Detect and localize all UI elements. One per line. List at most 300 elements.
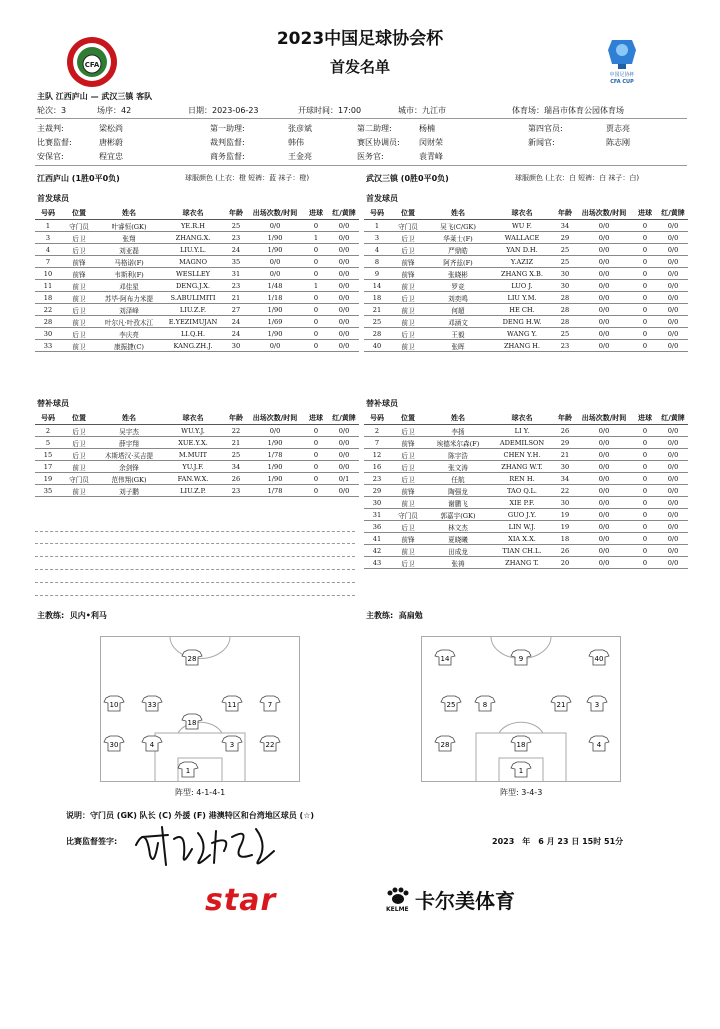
table-row bbox=[35, 449, 359, 461]
table-cell: 0/0 bbox=[576, 509, 632, 521]
table-cell: 21 bbox=[554, 449, 576, 461]
table-cell: 0/0 bbox=[658, 268, 688, 280]
table-cell: 0 bbox=[632, 425, 658, 437]
table-cell: GUO J.Y. bbox=[490, 509, 554, 521]
table-cell: 前锋 bbox=[61, 256, 97, 268]
table-cell: M.MUIT bbox=[161, 449, 225, 461]
round-info: 轮次：3 bbox=[37, 106, 67, 115]
table-cell: 田成龙 bbox=[426, 545, 490, 557]
table-cell: 23 bbox=[225, 280, 247, 292]
venue-info: 体育场：瑞昌市体育公园体育场 bbox=[512, 106, 624, 115]
official-label: 赛区协调员: bbox=[357, 138, 400, 147]
table-cell: 0/0 bbox=[576, 232, 632, 244]
table-cell: 0 bbox=[303, 437, 329, 449]
official-name: 梁松尚 bbox=[99, 124, 123, 133]
player-shirt bbox=[222, 696, 242, 711]
table-row bbox=[35, 473, 359, 485]
column-header: 号码 bbox=[364, 412, 390, 425]
table-cell: 0/0 bbox=[576, 292, 632, 304]
table-cell: MAGNO bbox=[161, 256, 225, 268]
table-row bbox=[364, 268, 688, 280]
table-cell: 0/0 bbox=[329, 425, 359, 437]
player-number: 3 bbox=[594, 701, 600, 709]
table-cell: 1/90 bbox=[247, 304, 303, 316]
table-cell: 36 bbox=[364, 521, 390, 533]
column-header: 红/黄牌 bbox=[329, 207, 359, 220]
supervisor-signature bbox=[128, 815, 298, 879]
table-cell: 0/0 bbox=[329, 268, 359, 280]
table-cell: 0/0 bbox=[576, 425, 632, 437]
table-cell: S.ABULIMITI bbox=[161, 292, 225, 304]
table-cell: WALLACE bbox=[490, 232, 554, 244]
signature-label: 比赛监督签字: bbox=[66, 837, 118, 846]
table-cell: 陈宇浩 bbox=[426, 449, 490, 461]
column-header: 出场次数/时间 bbox=[576, 412, 632, 425]
column-header: 红/黄牌 bbox=[658, 207, 688, 220]
table-row bbox=[35, 244, 359, 256]
table-cell: 3 bbox=[364, 232, 390, 244]
table-cell: 27 bbox=[225, 304, 247, 316]
table-cell: 0/0 bbox=[576, 328, 632, 340]
table-cell: 0/0 bbox=[329, 461, 359, 473]
table-cell: 后卫 bbox=[61, 328, 97, 340]
away-starters-table bbox=[364, 207, 688, 352]
table-row bbox=[364, 521, 688, 533]
player-shirt bbox=[441, 696, 461, 711]
player-number: 4 bbox=[596, 741, 602, 749]
table-cell: 前锋 bbox=[390, 437, 426, 449]
player-number: 7 bbox=[267, 701, 273, 709]
table-cell: 苏毕·阿布力米提 bbox=[97, 292, 161, 304]
table-cell: 前锋 bbox=[390, 268, 426, 280]
table-cell: 0 bbox=[303, 244, 329, 256]
table-cell: 0/0 bbox=[576, 220, 632, 232]
column-header: 进球 bbox=[303, 412, 329, 425]
table-row bbox=[35, 280, 359, 292]
legend-note: 说明：守门员 (GK) 队长 (C) 外援 (F) 港澳特区和台湾地区球员 (☆) bbox=[66, 811, 315, 820]
table-cell: 前卫 bbox=[61, 280, 97, 292]
table-cell: 0/0 bbox=[658, 304, 688, 316]
table-cell: 后卫 bbox=[390, 425, 426, 437]
table-cell: 30 bbox=[225, 340, 247, 352]
table-cell: 0/0 bbox=[247, 256, 303, 268]
table-cell: 后卫 bbox=[390, 292, 426, 304]
table-cell: 0/0 bbox=[658, 449, 688, 461]
table-cell: ADEMILSON bbox=[490, 437, 554, 449]
table-cell: 邓涵文 bbox=[426, 316, 490, 328]
table-cell: 0/0 bbox=[576, 497, 632, 509]
player-shirt bbox=[435, 736, 455, 751]
column-header: 球衣名 bbox=[161, 207, 225, 220]
column-header: 位置 bbox=[61, 412, 97, 425]
table-cell: 0/0 bbox=[576, 304, 632, 316]
table-row bbox=[35, 304, 359, 316]
player-shirt bbox=[142, 696, 162, 711]
table-cell: 0/0 bbox=[576, 268, 632, 280]
table-cell: 0/0 bbox=[658, 220, 688, 232]
table-cell: ZHANG X.B. bbox=[490, 268, 554, 280]
table-row bbox=[35, 292, 359, 304]
player-shirt bbox=[222, 736, 242, 751]
table-cell: 28 bbox=[554, 304, 576, 316]
table-cell: XIE P.F. bbox=[490, 497, 554, 509]
official-label: 裁判监督: bbox=[210, 138, 245, 147]
table-cell: 25 bbox=[554, 256, 576, 268]
table-cell: 0 bbox=[303, 473, 329, 485]
player-number: 28 bbox=[440, 741, 450, 749]
table-cell: 18 bbox=[364, 292, 390, 304]
table-cell: LIU.Z.F. bbox=[161, 304, 225, 316]
table-cell: 23 bbox=[225, 232, 247, 244]
table-row bbox=[35, 340, 359, 352]
table-cell: 0 bbox=[303, 292, 329, 304]
table-cell: DENG H.W. bbox=[490, 316, 554, 328]
player-number: 14 bbox=[440, 655, 450, 663]
table-cell: 29 bbox=[554, 232, 576, 244]
player-number: 11 bbox=[227, 701, 237, 709]
table-cell: 26 bbox=[554, 545, 576, 557]
column-header: 球衣名 bbox=[490, 207, 554, 220]
home-formation-pitch bbox=[100, 636, 300, 782]
official-name: 程宜忠 bbox=[99, 152, 123, 161]
table-cell: 2 bbox=[364, 425, 390, 437]
table-cell: REN H. bbox=[490, 473, 554, 485]
table-cell: 31 bbox=[225, 268, 247, 280]
player-shirt bbox=[104, 736, 124, 751]
table-cell: 0/0 bbox=[658, 497, 688, 509]
table-cell: 0 bbox=[632, 437, 658, 449]
table-cell: 29 bbox=[554, 437, 576, 449]
table-cell: 李扬 bbox=[426, 425, 490, 437]
table-cell: 埃德米尔森(F) bbox=[426, 437, 490, 449]
player-number: 1 bbox=[185, 767, 191, 775]
table-cell: 邓佳星 bbox=[97, 280, 161, 292]
official-name: 王金亮 bbox=[288, 152, 312, 161]
svg-text:中国足协杯: 中国足协杯 bbox=[609, 72, 635, 78]
table-cell: 夏晓曦 bbox=[426, 533, 490, 545]
table-cell: 0/0 bbox=[576, 557, 632, 569]
table-cell: 43 bbox=[364, 557, 390, 569]
table-cell: WU F. bbox=[490, 220, 554, 232]
table-cell: 1/69 bbox=[247, 316, 303, 328]
official-label: 医务官: bbox=[357, 152, 384, 161]
column-header: 年龄 bbox=[225, 207, 247, 220]
table-row bbox=[364, 533, 688, 545]
table-cell: 0/0 bbox=[658, 473, 688, 485]
table-cell: 1/78 bbox=[247, 485, 303, 497]
table-cell: 刘亚磊 bbox=[97, 244, 161, 256]
table-cell: 0/0 bbox=[658, 545, 688, 557]
sign-datetime: 2023 年 6 月 23 日 15时 51分 bbox=[492, 837, 624, 846]
table-cell: 1/90 bbox=[247, 328, 303, 340]
table-row bbox=[35, 425, 359, 437]
table-cell: 24 bbox=[225, 244, 247, 256]
table-cell: 前卫 bbox=[390, 316, 426, 328]
table-cell: 前锋 bbox=[390, 533, 426, 545]
table-cell: 刘奕鸣 bbox=[426, 292, 490, 304]
table-cell: 18 bbox=[554, 533, 576, 545]
column-header: 红/黄牌 bbox=[658, 412, 688, 425]
table-cell: 34 bbox=[225, 461, 247, 473]
table-cell: 28 bbox=[554, 316, 576, 328]
player-shirt bbox=[182, 714, 202, 729]
home-team-name: 江西庐山 (1胜0平0负) bbox=[37, 174, 120, 183]
table-cell: 守门员 bbox=[390, 220, 426, 232]
table-cell: 0 bbox=[632, 232, 658, 244]
table-cell: 0/0 bbox=[576, 256, 632, 268]
table-cell: 华莱士(F) bbox=[426, 232, 490, 244]
table-cell: 25 bbox=[554, 328, 576, 340]
table-cell: 守门员 bbox=[61, 473, 97, 485]
table-cell: 后卫 bbox=[61, 232, 97, 244]
table-cell: 0 bbox=[632, 304, 658, 316]
home-starters-label: 首发球员 bbox=[37, 194, 69, 203]
column-header: 位置 bbox=[390, 412, 426, 425]
table-cell: 前卫 bbox=[61, 485, 97, 497]
table-cell: 7 bbox=[35, 256, 61, 268]
table-cell: 26 bbox=[554, 425, 576, 437]
table-cell: 0 bbox=[632, 545, 658, 557]
table-cell: 28 bbox=[35, 316, 61, 328]
table-cell: 14 bbox=[364, 280, 390, 292]
official-label: 第四官员: bbox=[528, 124, 563, 133]
table-row bbox=[364, 425, 688, 437]
table-row bbox=[364, 280, 688, 292]
table-cell: 35 bbox=[35, 485, 61, 497]
table-cell: 0/0 bbox=[329, 437, 359, 449]
player-number: 3 bbox=[229, 741, 235, 749]
table-cell: 前锋 bbox=[390, 485, 426, 497]
table-cell: 0 bbox=[632, 340, 658, 352]
table-cell: 8 bbox=[364, 256, 390, 268]
table-cell: 0/0 bbox=[329, 316, 359, 328]
teams-line: 主队 江西庐山 — 武汉三镇 客队 bbox=[37, 92, 153, 101]
column-header: 年龄 bbox=[554, 207, 576, 220]
table-row bbox=[35, 220, 359, 232]
table-row bbox=[364, 461, 688, 473]
table-cell: 40 bbox=[364, 340, 390, 352]
table-cell: 刘子鹏 bbox=[97, 485, 161, 497]
official-name: 陈志刚 bbox=[606, 138, 630, 147]
player-shirt bbox=[178, 762, 198, 777]
table-cell: DENG.J.X. bbox=[161, 280, 225, 292]
away-starters-label: 首发球员 bbox=[366, 194, 398, 203]
table-cell: 22 bbox=[225, 425, 247, 437]
table-cell: 前卫 bbox=[61, 461, 97, 473]
table-cell: 0/0 bbox=[658, 316, 688, 328]
official-label: 安保官: bbox=[37, 152, 64, 161]
table-cell: 22 bbox=[35, 304, 61, 316]
table-cell: 0/0 bbox=[329, 244, 359, 256]
away-subs-label: 替补球员 bbox=[366, 399, 398, 408]
table-cell: 0/0 bbox=[576, 437, 632, 449]
table-cell: 0 bbox=[303, 340, 329, 352]
player-shirt bbox=[435, 650, 455, 665]
table-cell: 30 bbox=[554, 461, 576, 473]
table-cell: 1/48 bbox=[247, 280, 303, 292]
table-row bbox=[364, 340, 688, 352]
table-cell: 34 bbox=[554, 473, 576, 485]
table-row bbox=[364, 545, 688, 557]
table-cell: LIN W.J. bbox=[490, 521, 554, 533]
table-cell: 7 bbox=[364, 437, 390, 449]
table-cell: LIU.Y.L. bbox=[161, 244, 225, 256]
table-cell: ZHANG T. bbox=[490, 557, 554, 569]
table-cell: LIU Y.M. bbox=[490, 292, 554, 304]
table-cell: 林文杰 bbox=[426, 521, 490, 533]
table-cell: 0 bbox=[632, 521, 658, 533]
player-number: 18 bbox=[187, 719, 197, 727]
table-cell: 1 bbox=[303, 280, 329, 292]
table-cell: 后卫 bbox=[390, 521, 426, 533]
table-cell: 张晖 bbox=[426, 340, 490, 352]
table-cell: 0/0 bbox=[576, 461, 632, 473]
official-label: 主裁判: bbox=[37, 124, 64, 133]
player-shirt bbox=[551, 696, 571, 711]
table-cell: 17 bbox=[35, 461, 61, 473]
table-row bbox=[35, 437, 359, 449]
table-row bbox=[35, 232, 359, 244]
table-cell: 30 bbox=[554, 280, 576, 292]
table-cell: 31 bbox=[364, 509, 390, 521]
table-cell: 0/0 bbox=[658, 244, 688, 256]
table-cell: 0/0 bbox=[658, 437, 688, 449]
table-cell: 0 bbox=[632, 461, 658, 473]
table-cell: 42 bbox=[364, 545, 390, 557]
svg-text:CFA: CFA bbox=[84, 61, 100, 69]
table-cell: 1/18 bbox=[247, 292, 303, 304]
table-cell: 张文涛 bbox=[426, 461, 490, 473]
official-label: 比赛监督: bbox=[37, 138, 72, 147]
table-cell: 22 bbox=[554, 485, 576, 497]
kelme-brand: 卡尔美体育 bbox=[415, 889, 515, 913]
column-header: 位置 bbox=[390, 207, 426, 220]
table-cell: 后卫 bbox=[390, 232, 426, 244]
table-cell: 1/78 bbox=[247, 449, 303, 461]
table-cell: 26 bbox=[225, 473, 247, 485]
table-cell: 35 bbox=[225, 256, 247, 268]
table-cell: 30 bbox=[364, 497, 390, 509]
official-label: 新闻官: bbox=[528, 138, 555, 147]
table-cell: 后卫 bbox=[61, 449, 97, 461]
table-cell: 25 bbox=[554, 244, 576, 256]
table-cell: YAN D.H. bbox=[490, 244, 554, 256]
away-subs-table bbox=[364, 412, 688, 569]
table-cell: 23 bbox=[225, 485, 247, 497]
table-cell: ZHANG W.T. bbox=[490, 461, 554, 473]
column-header: 进球 bbox=[632, 412, 658, 425]
table-cell: 郭嘉宇(GK) bbox=[426, 509, 490, 521]
table-cell: 后卫 bbox=[390, 461, 426, 473]
table-cell: TAO Q.L. bbox=[490, 485, 554, 497]
table-cell: 0/0 bbox=[329, 485, 359, 497]
table-cell: 薛宇翔 bbox=[97, 437, 161, 449]
column-header: 红/黄牌 bbox=[329, 412, 359, 425]
table-row bbox=[364, 497, 688, 509]
column-header: 号码 bbox=[364, 207, 390, 220]
table-cell: LIU.Z.P. bbox=[161, 485, 225, 497]
table-cell: 1/90 bbox=[247, 244, 303, 256]
table-cell: 前锋 bbox=[390, 256, 426, 268]
column-header: 位置 bbox=[61, 207, 97, 220]
table-cell: 0/0 bbox=[658, 461, 688, 473]
table-cell: 前锋 bbox=[61, 268, 97, 280]
table-cell: 前卫 bbox=[390, 497, 426, 509]
table-cell: 0 bbox=[632, 268, 658, 280]
table-cell: 0 bbox=[632, 509, 658, 521]
table-cell: 0/0 bbox=[329, 256, 359, 268]
column-header: 姓名 bbox=[97, 412, 161, 425]
table-row bbox=[364, 449, 688, 461]
table-cell: 10 bbox=[35, 268, 61, 280]
table-cell: 吴飞(C/GK) bbox=[426, 220, 490, 232]
official-name: 张彦斌 bbox=[288, 124, 312, 133]
player-shirt bbox=[589, 736, 609, 751]
official-name: 唐彬蔚 bbox=[99, 138, 123, 147]
table-cell: 0/1 bbox=[329, 473, 359, 485]
away-kit-colors: 球服颜色 (上衣：白 短裤：白 袜子：白) bbox=[515, 174, 640, 182]
table-cell: 李庆亮 bbox=[97, 328, 161, 340]
table-cell: 21 bbox=[364, 304, 390, 316]
table-cell: 前卫 bbox=[390, 304, 426, 316]
table-cell: 何超 bbox=[426, 304, 490, 316]
table-cell: 0/0 bbox=[658, 328, 688, 340]
table-cell: 24 bbox=[225, 328, 247, 340]
table-cell: 前卫 bbox=[61, 340, 97, 352]
table-cell: 守门员 bbox=[390, 509, 426, 521]
table-cell: 0 bbox=[303, 316, 329, 328]
table-cell: 0/0 bbox=[329, 304, 359, 316]
player-number: 28 bbox=[187, 655, 197, 663]
table-cell: 21 bbox=[225, 292, 247, 304]
table-cell: 18 bbox=[35, 292, 61, 304]
table-cell: 4 bbox=[35, 244, 61, 256]
table-cell: 0/0 bbox=[329, 449, 359, 461]
table-cell: 0 bbox=[632, 497, 658, 509]
player-shirt bbox=[589, 650, 609, 665]
table-row bbox=[364, 316, 688, 328]
table-cell: 0 bbox=[303, 220, 329, 232]
table-cell: 41 bbox=[364, 533, 390, 545]
table-cell: 1/90 bbox=[247, 232, 303, 244]
table-cell: Y.AZIZ bbox=[490, 256, 554, 268]
player-number: 25 bbox=[446, 701, 456, 709]
table-cell: 0/0 bbox=[329, 292, 359, 304]
table-cell: 0/0 bbox=[247, 425, 303, 437]
table-cell: 前卫 bbox=[390, 280, 426, 292]
table-cell: 30 bbox=[554, 497, 576, 509]
table-cell: 后卫 bbox=[390, 244, 426, 256]
column-header: 年龄 bbox=[554, 412, 576, 425]
table-cell: 23 bbox=[364, 473, 390, 485]
table-cell: KANG.ZH.J. bbox=[161, 340, 225, 352]
table-cell: LI.Q.H. bbox=[161, 328, 225, 340]
table-cell: 0/0 bbox=[658, 521, 688, 533]
table-cell: YU.J.F. bbox=[161, 461, 225, 473]
player-shirt bbox=[587, 696, 607, 711]
column-header: 姓名 bbox=[426, 412, 490, 425]
table-cell: WANG Y. bbox=[490, 328, 554, 340]
table-row bbox=[364, 220, 688, 232]
table-cell: 0/0 bbox=[329, 328, 359, 340]
table-cell: 张翔 bbox=[97, 232, 161, 244]
player-number: 1 bbox=[518, 767, 524, 775]
table-cell: 0/0 bbox=[576, 316, 632, 328]
table-row bbox=[364, 256, 688, 268]
home-subs-label: 替补球员 bbox=[37, 399, 69, 408]
table-row bbox=[35, 328, 359, 340]
away-coach: 主教练: 高扁勉 bbox=[366, 611, 423, 620]
